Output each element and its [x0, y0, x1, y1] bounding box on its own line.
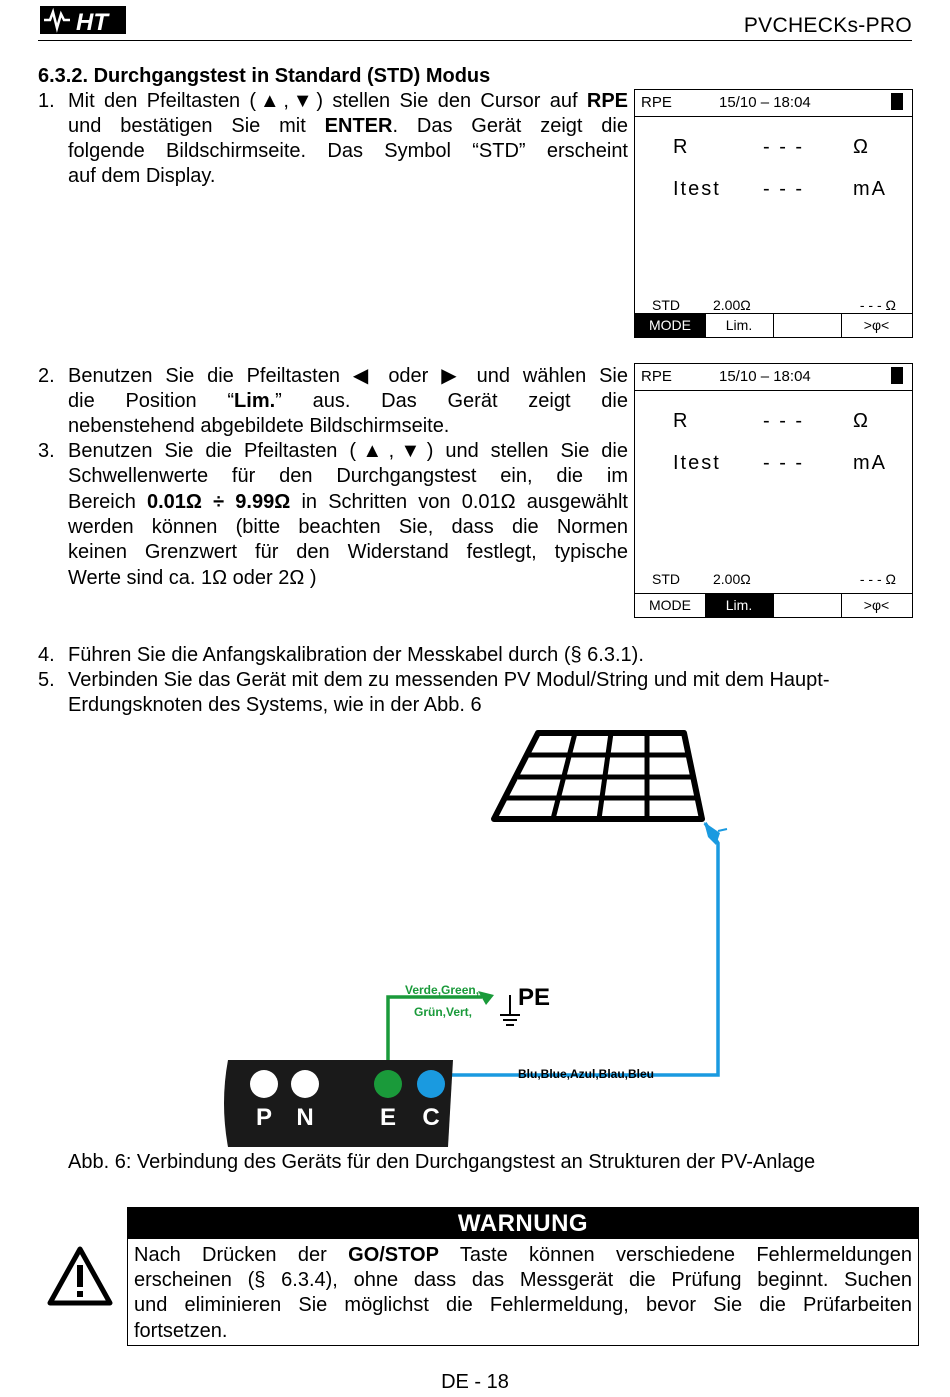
pv-panel-icon — [494, 733, 702, 819]
step-text-line: und bestätigen Sie mit ENTER. Das Gerät zeigt die — [68, 115, 628, 137]
step-number: 5. — [38, 669, 55, 691]
step-1 — [38, 89, 628, 199]
brand-text: HT — [76, 9, 108, 36]
tab-zero[interactable]: >φ< — [863, 317, 890, 333]
r-value: - - - — [763, 410, 805, 432]
step-text-line: Erdungsknoten des Systems, wie in der Abb. 6 — [68, 694, 482, 716]
itest-label: Itest — [673, 452, 721, 474]
steps-4-5 — [38, 643, 912, 723]
step-text-line: Werte sind ca. 1Ω oder 2Ω ) — [68, 567, 317, 589]
battery-icon — [891, 93, 903, 110]
terminal-p-label: P — [255, 1104, 273, 1131]
itest-value: - - - — [763, 452, 805, 474]
step-text-line: folgende Bildschirmseite. Das Symbol “STD” erscheint — [68, 140, 628, 162]
date-time: 15/10 – 18:04 — [719, 368, 811, 385]
page-number: DE - 18 — [441, 1371, 509, 1393]
step-text-line: Benutzen Sie die Pfeiltasten (▲,▼) und stellen Sie die — [68, 440, 628, 462]
right-arrow-icon: ▶ — [441, 365, 464, 387]
function-label: RPE — [641, 368, 672, 385]
terminal-n-socket — [291, 1070, 319, 1098]
softkey-bar — [635, 593, 912, 617]
terminal-e-socket — [374, 1070, 402, 1098]
green-lead-label: Grün,Vert, — [414, 1005, 473, 1019]
warning-line: erscheinen (§ 6.3.4), ohne dass das Messgerät die Prüfung beginnt. Suchen — [134, 1269, 912, 1292]
r-unit: Ω — [853, 136, 870, 158]
step-number: 1. — [38, 90, 55, 112]
r-label: R — [673, 136, 690, 158]
warning-text — [134, 1243, 912, 1344]
step-text-line: Verbinden Sie das Gerät mit dem zu messenden PV Modul/String und mit dem Haupt- — [68, 669, 830, 691]
aux-value: - - - Ω — [859, 297, 896, 313]
step-number: 3. — [38, 440, 55, 462]
green-lead-label: Verde,Green, — [405, 983, 480, 997]
step-text-line: Schwellenwerte für den Durchgangstest ein, die im — [68, 465, 628, 487]
tab-zero[interactable]: >φ< — [863, 597, 890, 613]
step-text-line: nebenstehend abgebildete Bildschirmseite. — [68, 415, 450, 437]
display-status-bar — [635, 364, 912, 391]
step-text-line: Bereich 0.01Ω ÷ 9.99Ω in Schritten von 0.01Ω ausgewählt — [68, 491, 628, 513]
r-value: - - - — [763, 136, 805, 158]
tab-empty — [773, 314, 842, 337]
battery-icon — [891, 367, 903, 384]
itest-value: - - - — [763, 178, 805, 200]
connection-diagram — [210, 725, 750, 1150]
blue-lead — [431, 823, 718, 1087]
left-arrow-icon: ◀ — [352, 365, 376, 387]
tab-empty — [773, 594, 842, 617]
step-text-line: Mit den Pfeiltasten (▲,▼) stellen Sie den Cursor auf RPE — [68, 90, 628, 112]
softkey-bar — [635, 313, 912, 337]
terminal-e-label: E — [379, 1104, 397, 1131]
mode-label: STD — [652, 571, 680, 587]
itest-label: Itest — [673, 178, 721, 200]
step-text-line: auf dem Display. — [68, 165, 216, 187]
r-label: R — [673, 410, 690, 432]
ht-logo — [40, 4, 126, 36]
step-number: 4. — [38, 644, 55, 666]
function-label: RPE — [641, 94, 672, 111]
tab-mode[interactable]: MODE — [635, 314, 706, 337]
step-text-line: Benutzen Sie die Pfeiltasten ◀ oder ▶ und wählen Sie — [68, 365, 628, 387]
terminal-p-socket — [250, 1070, 278, 1098]
section-title: 6.3.2. Durchgangstest in Standard (STD) Modus — [38, 65, 491, 87]
warning-title: WARNUNG — [128, 1208, 918, 1239]
mode-label: STD — [652, 297, 680, 313]
terminal-n-label: N — [296, 1104, 314, 1131]
step-text-line: Führen Sie die Anfangskalibration der Messkabel durch (§ 6.3.1). — [68, 644, 644, 666]
limit-value: 2.00Ω — [713, 297, 751, 313]
instrument-display-lim — [634, 363, 913, 618]
itest-unit: mA — [853, 452, 887, 474]
blue-lead-label: Blu,Blue,Azul,Blau,Bleu — [518, 1067, 655, 1081]
header-divider — [38, 40, 912, 41]
display-status-bar — [635, 90, 912, 117]
terminal-c-socket — [417, 1070, 445, 1098]
figure-caption: Abb. 6: Verbindung des Geräts für den Durchgangstest an Strukturen der PV-Anlage — [68, 1151, 816, 1173]
limit-value: 2.00Ω — [713, 571, 751, 587]
pe-label: PE — [518, 984, 551, 1011]
terminal-c-label: C — [422, 1104, 440, 1131]
warning-triangle-icon — [46, 1245, 114, 1307]
step-text-line: werden können (bitte beachten Sie, dass die Normen — [68, 516, 628, 538]
r-unit: Ω — [853, 410, 870, 432]
warning-box — [127, 1207, 919, 1346]
step-text-line: die Position “Lim.” aus. Das Gerät zeigt die — [68, 390, 628, 412]
warning-line: Nach Drücken der GO/STOP Taste können verschiedene Fehlermeldungen — [134, 1244, 912, 1266]
warning-line: und eliminieren Sie möglichst die Fehlermeldung, bevor Sie die Prüfarbeiten — [134, 1294, 912, 1317]
steps-2-3 — [38, 364, 628, 599]
date-time: 15/10 – 18:04 — [719, 94, 811, 111]
earth-ground-icon — [500, 995, 520, 1025]
itest-unit: mA — [853, 178, 887, 200]
warning-line: fortsetzen. — [134, 1319, 228, 1342]
step-number: 2. — [38, 365, 55, 387]
tab-mode[interactable]: MODE — [635, 594, 706, 617]
up-down-arrows-icon: ▲,▼ — [256, 90, 317, 112]
tab-lim[interactable]: Lim. — [705, 314, 774, 337]
tab-lim[interactable]: Lim. — [705, 594, 774, 617]
instrument-display-mode — [634, 89, 913, 338]
step-text-line: keinen Grenzwert für den Widerstand festlegt, typische — [68, 541, 628, 563]
document-title: PVCHECKs-PRO — [743, 14, 912, 37]
aux-value: - - - Ω — [859, 571, 896, 587]
up-down-arrows-icon: ▲,▼ — [355, 440, 427, 462]
